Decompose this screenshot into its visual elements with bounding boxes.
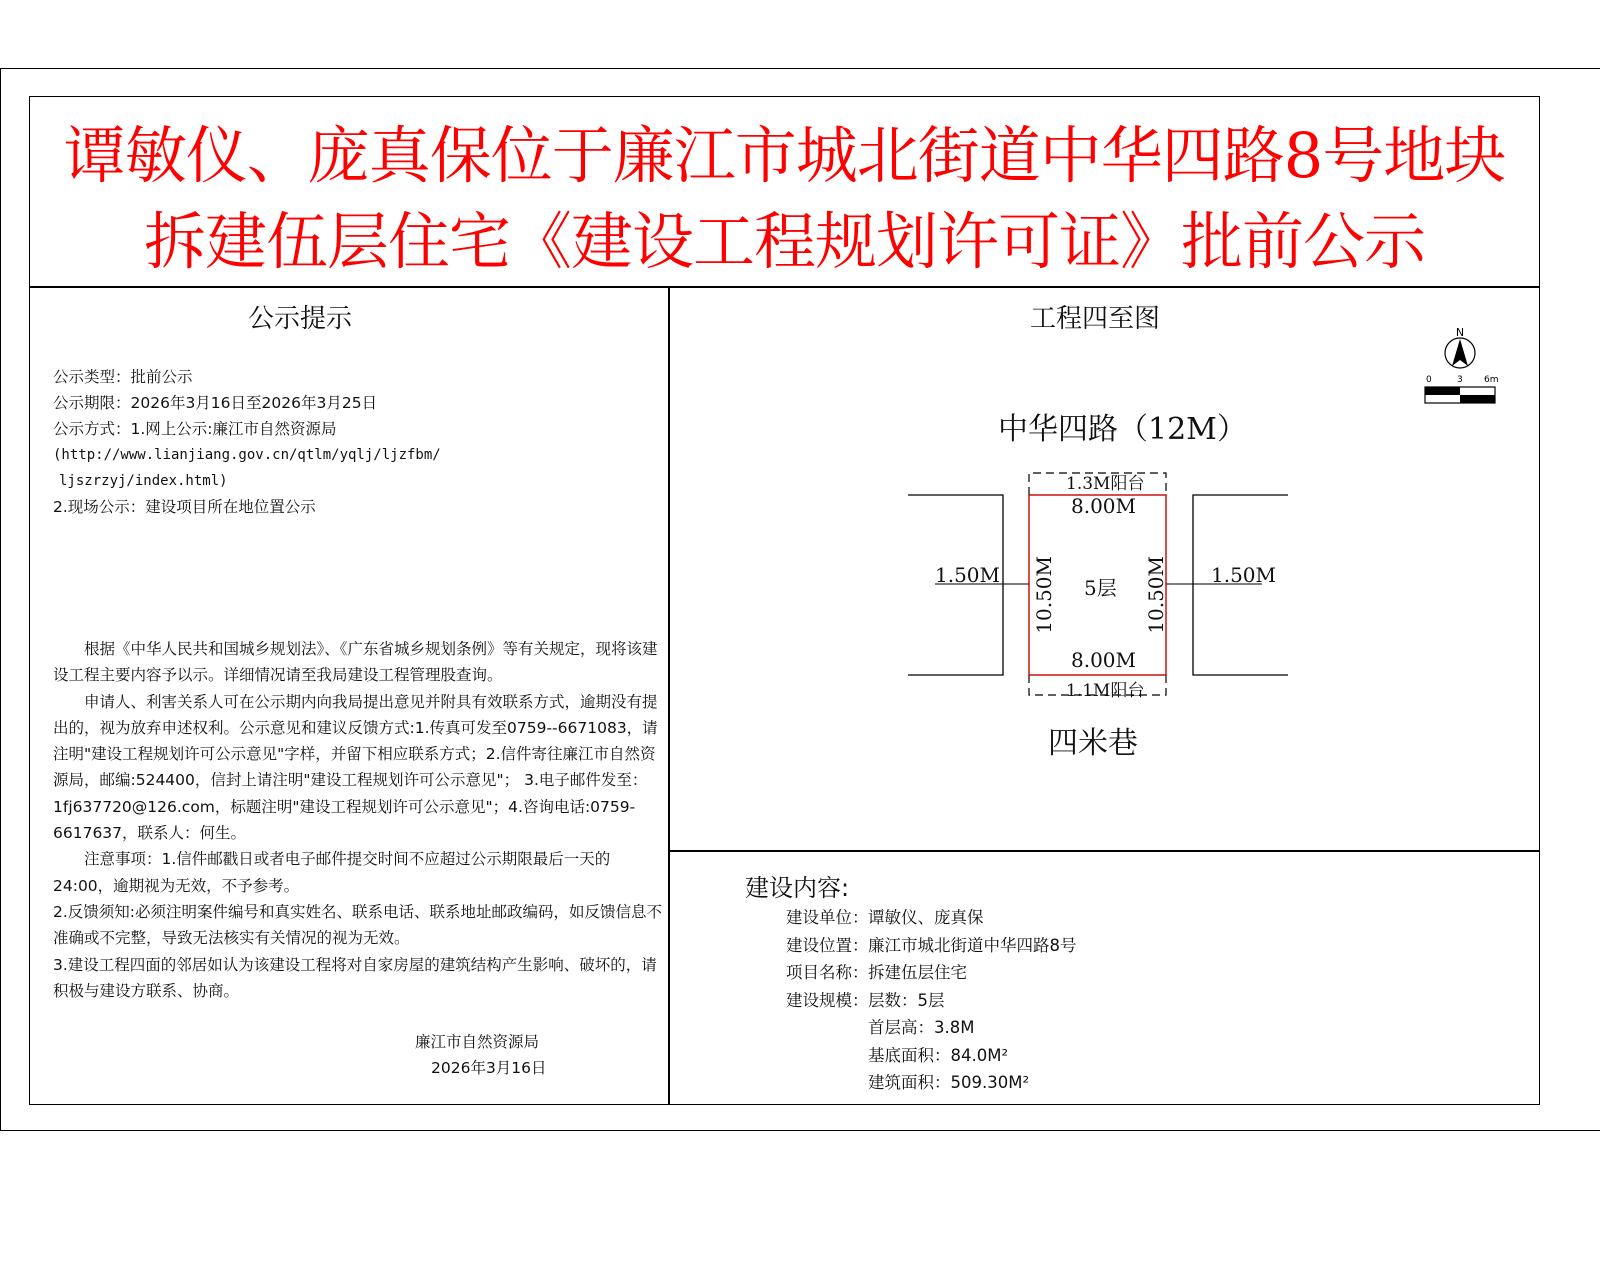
notice-body — [53, 636, 663, 1004]
road-south-label: 四米巷 — [1048, 726, 1138, 761]
notice-url-line1[interactable]: (http://www.lianjiang.gov.cn/qtlm/yqlj/ljzfbm/ — [53, 447, 441, 463]
signature-org: 廉江市自然资源局 — [415, 1033, 540, 1051]
depth-left-label: 10.50M — [1032, 556, 1056, 634]
notice-period: 公示期限：2026年3月16日至2026年3月25日 — [53, 394, 378, 412]
depth-right-label: 10.50M — [1144, 556, 1168, 634]
site-plan-heading: 工程四至图 — [1030, 304, 1161, 334]
notice-paragraph-legal: 根据《中华人民共和国城乡规划法》、《广东省城乡规划条例》等有关规定，现将该建设工程主要内容予以示。详细情况请至我局建设工程管理股查询。 — [53, 640, 658, 685]
notice-paragraph-requirements: 2.反馈须知:必须注明案件编号和真实姓名、联系电话、联系地址邮政编码，如反馈信息不准确或不完整，导致无法核实有关情况的视为无效。 — [53, 902, 663, 948]
notice-onsite: 2.现场公示：建设项目所在地位置公示 — [53, 498, 316, 516]
signature-date: 2026年3月16日 — [431, 1059, 547, 1077]
right-section-divider — [668, 850, 1540, 852]
svg-text:0: 0 — [1426, 375, 1432, 385]
notice-type: 公示类型：批前公示 — [53, 368, 193, 386]
column-divider — [668, 286, 670, 1104]
detail-row-floor-area: 建筑面积：509.30M² — [868, 1073, 1030, 1092]
detail-row-base-area: 基底面积：84.0M² — [868, 1045, 1009, 1065]
setback-right-label: 1.50M — [1211, 563, 1277, 587]
balcony-north-label: 1.3M阳台 — [1066, 474, 1145, 494]
detail-row-scale: 建设规模： 层数：5层 — [786, 990, 945, 1010]
title-line-1: 谭敏仪、庞真保位于廉江市城北街道中华四路8号地块 — [63, 119, 1506, 192]
north-arrow-and-scale — [1424, 322, 1500, 408]
detail-row-unit: 建设单位： 谭敏仪、庞真保 — [786, 908, 984, 927]
header-divider — [29, 286, 1540, 288]
svg-text:3: 3 — [1457, 375, 1463, 385]
width-bottom-label: 8.00M — [1071, 648, 1137, 672]
detail-row-project: 项目名称： 拆建伍层住宅 — [786, 963, 967, 982]
detail-row-location: 建设位置： 廉江市城北街道中华四路8号 — [786, 935, 1077, 955]
svg-text:N: N — [1455, 326, 1465, 339]
notice-paragraph-neighbors: 3.建设工程四面的邻居如认为该建设工程将对自家房屋的建筑结构产生影响、破坏的，请积极与建设方联系、协商。 — [53, 955, 657, 1000]
road-north-label: 中华四路（12M） — [998, 412, 1247, 447]
notice-url-line2[interactable]: ljszrzyj/index.html) — [59, 473, 228, 489]
title-line-2: 拆建伍层住宅《建设工程规划许可证》批前公示 — [143, 205, 1425, 278]
notice-method: 公示方式：1.网上公示:廉江市自然资源局 — [53, 420, 337, 438]
notice-summary — [53, 364, 441, 520]
notice-heading: 公示提示 — [248, 304, 353, 334]
width-top-label: 8.00M — [1071, 494, 1137, 518]
notice-paragraph-caution: 注意事项：1.信件邮戳日或者电子邮件提交时间不应超过公示期限最后一天的24:00，逾期视为无效，不予参考。 — [53, 850, 611, 895]
svg-text:6m: 6m — [1484, 375, 1499, 385]
balcony-south-label: 1.1M阳台 — [1066, 681, 1145, 701]
detail-row-first-floor-height: 首层高：3.8M — [868, 1018, 975, 1037]
setback-left-label: 1.50M — [935, 563, 1001, 587]
north-arrow-icon — [1424, 322, 1500, 408]
construction-details — [786, 904, 1077, 1097]
construction-heading: 建设内容: — [745, 874, 850, 902]
notice-paragraph-feedback: 申请人、利害关系人可在公示期内向我局提出意见并附具有效联系方式，逾期没有提出的，视为放弃申述权利。公示意见和建议反馈方式:1.传真可发至0759--6671083，请注明"建设工程规划许可公示意见"字样，并留下相应联系方式；2.信件寄往廉江市自然资源局，邮编:524400，信封上请注明"建设工程规划许可公示意见"； 3.电子邮件发至：1fj637720@126.com，标题注明"建设工程规划许可公示意见"；4.咨询电话:0759-6617637，联系人：何生。 — [53, 692, 658, 843]
floors-label: 5层 — [1084, 576, 1117, 600]
